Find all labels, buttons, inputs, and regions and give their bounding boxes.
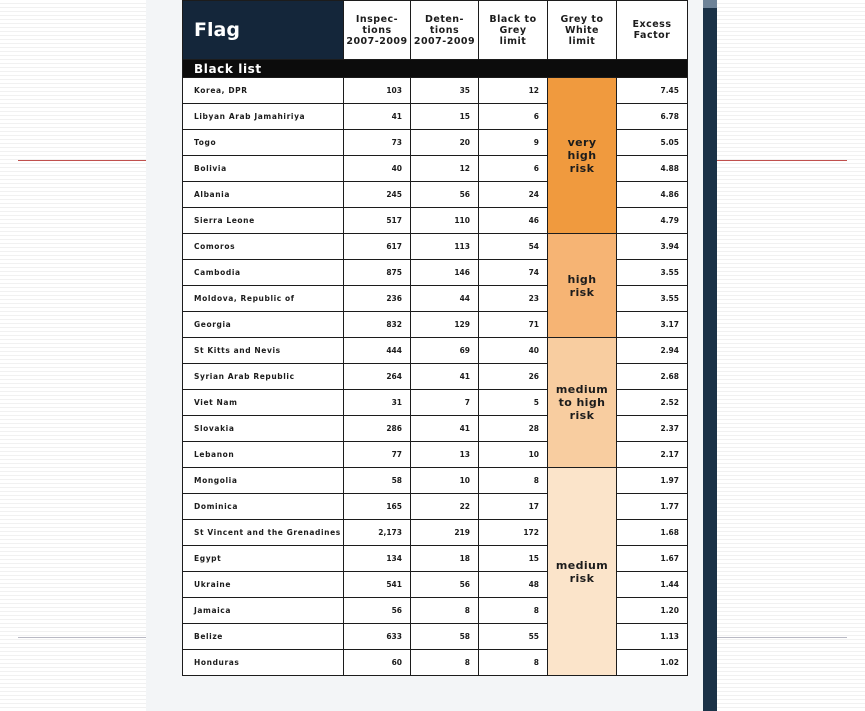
header-grey-to-white-limit: Grey to White limit [548,1,617,60]
cell-flag: Belize [183,624,344,650]
slide-divider-line [18,160,146,161]
header-flag: Flag [183,1,344,60]
cell-black-to-grey: 28 [479,416,548,442]
cell-detentions: 12 [411,156,479,182]
cell-detentions: 41 [411,364,479,390]
cell-detentions: 18 [411,546,479,572]
risk-band-cell: high risk [548,234,617,338]
cell-black-to-grey: 71 [479,312,548,338]
cell-flag: Syrian Arab Republic [183,364,344,390]
cell-black-to-grey: 40 [479,338,548,364]
table-row [183,78,688,104]
cell-flag: Cambodia [183,260,344,286]
cell-excess-factor: 2.94 [617,338,688,364]
cell-excess-factor: 1.02 [617,650,688,676]
header-inspections: Inspec- tions 2007-2009 [344,1,411,60]
cell-flag: Georgia [183,312,344,338]
cell-flag: Togo [183,130,344,156]
cell-flag: Albania [183,182,344,208]
cell-excess-factor: 1.13 [617,624,688,650]
cell-inspections: 56 [344,598,411,624]
cell-excess-factor: 7.45 [617,78,688,104]
cell-detentions: 56 [411,572,479,598]
table-row [183,468,688,494]
cell-black-to-grey: 6 [479,104,548,130]
cell-flag: Slovakia [183,416,344,442]
cell-flag: St Kitts and Nevis [183,338,344,364]
cell-detentions: 13 [411,442,479,468]
cell-detentions: 41 [411,416,479,442]
black-list-table [182,0,688,676]
cell-detentions: 219 [411,520,479,546]
cell-excess-factor: 2.37 [617,416,688,442]
cell-inspections: 58 [344,468,411,494]
cell-detentions: 8 [411,650,479,676]
cell-inspections: 264 [344,364,411,390]
cell-black-to-grey: 172 [479,520,548,546]
cell-detentions: 10 [411,468,479,494]
cell-inspections: 60 [344,650,411,676]
cell-black-to-grey: 55 [479,624,548,650]
cell-flag: St Vincent and the Grenadines [183,520,344,546]
cell-inspections: 517 [344,208,411,234]
cell-inspections: 832 [344,312,411,338]
cell-inspections: 541 [344,572,411,598]
cell-excess-factor: 3.55 [617,286,688,312]
cell-excess-factor: 2.52 [617,390,688,416]
cell-detentions: 129 [411,312,479,338]
cell-excess-factor: 2.68 [617,364,688,390]
cell-detentions: 7 [411,390,479,416]
header-detentions: Deten- tions 2007-2009 [411,1,479,60]
slide-divider-line [717,160,847,161]
table-header-row [183,1,688,60]
cell-black-to-grey: 23 [479,286,548,312]
cell-excess-factor: 1.44 [617,572,688,598]
cell-flag: Libyan Arab Jamahiriya [183,104,344,130]
cell-excess-factor: 1.67 [617,546,688,572]
cell-excess-factor: 1.68 [617,520,688,546]
cell-inspections: 40 [344,156,411,182]
slide-divider-line [18,637,146,638]
cell-black-to-grey: 5 [479,390,548,416]
risk-band-cell: very high risk [548,78,617,234]
cell-black-to-grey: 26 [479,364,548,390]
slide-divider-line [717,637,847,638]
cell-inspections: 875 [344,260,411,286]
cell-excess-factor: 2.17 [617,442,688,468]
cell-inspections: 31 [344,390,411,416]
header-black-to-grey-limit: Black to Grey limit [479,1,548,60]
cell-detentions: 58 [411,624,479,650]
cell-black-to-grey: 24 [479,182,548,208]
cell-flag: Moldova, Republic of [183,286,344,312]
cell-excess-factor: 4.86 [617,182,688,208]
cell-detentions: 44 [411,286,479,312]
cell-detentions: 22 [411,494,479,520]
cell-black-to-grey: 17 [479,494,548,520]
cell-inspections: 633 [344,624,411,650]
cell-flag: Comoros [183,234,344,260]
cell-detentions: 110 [411,208,479,234]
cell-inspections: 77 [344,442,411,468]
cell-black-to-grey: 10 [479,442,548,468]
cell-inspections: 245 [344,182,411,208]
cell-excess-factor: 1.20 [617,598,688,624]
cell-inspections: 444 [344,338,411,364]
cell-excess-factor: 3.55 [617,260,688,286]
cell-black-to-grey: 12 [479,78,548,104]
cell-inspections: 286 [344,416,411,442]
cell-excess-factor: 5.05 [617,130,688,156]
cell-inspections: 2,173 [344,520,411,546]
cell-black-to-grey: 9 [479,130,548,156]
cell-detentions: 56 [411,182,479,208]
cell-black-to-grey: 8 [479,598,548,624]
table-row [183,234,688,260]
cell-detentions: 15 [411,104,479,130]
table-row [183,338,688,364]
cell-inspections: 103 [344,78,411,104]
document-page [146,0,717,711]
cell-detentions: 8 [411,598,479,624]
cell-inspections: 73 [344,130,411,156]
header-excess-factor: Excess Factor [617,1,688,60]
cell-flag: Sierra Leone [183,208,344,234]
cell-flag: Egypt [183,546,344,572]
cell-excess-factor: 4.79 [617,208,688,234]
cell-flag: Lebanon [183,442,344,468]
cell-black-to-grey: 8 [479,650,548,676]
page-edge-band [703,0,717,711]
cell-detentions: 146 [411,260,479,286]
cell-flag: Korea, DPR [183,78,344,104]
cell-black-to-grey: 48 [479,572,548,598]
cell-flag: Dominica [183,494,344,520]
cell-black-to-grey: 46 [479,208,548,234]
cell-inspections: 165 [344,494,411,520]
section-label-black-list: Black list [183,60,688,78]
cell-flag: Mongolia [183,468,344,494]
cell-excess-factor: 4.88 [617,156,688,182]
cell-detentions: 69 [411,338,479,364]
cell-flag: Bolivia [183,156,344,182]
cell-flag: Viet Nam [183,390,344,416]
cell-excess-factor: 3.94 [617,234,688,260]
cell-inspections: 236 [344,286,411,312]
cell-excess-factor: 1.97 [617,468,688,494]
cell-detentions: 35 [411,78,479,104]
cell-flag: Ukraine [183,572,344,598]
cell-flag: Honduras [183,650,344,676]
cell-inspections: 134 [344,546,411,572]
table-body [183,78,688,676]
cell-black-to-grey: 6 [479,156,548,182]
cell-detentions: 113 [411,234,479,260]
cell-flag: Jamaica [183,598,344,624]
cell-black-to-grey: 54 [479,234,548,260]
risk-band-cell: medium to high risk [548,338,617,468]
cell-detentions: 20 [411,130,479,156]
section-row [183,60,688,78]
cell-inspections: 617 [344,234,411,260]
risk-band-cell: medium risk [548,468,617,676]
cell-excess-factor: 3.17 [617,312,688,338]
cell-black-to-grey: 8 [479,468,548,494]
cell-excess-factor: 1.77 [617,494,688,520]
cell-black-to-grey: 74 [479,260,548,286]
cell-excess-factor: 6.78 [617,104,688,130]
cell-inspections: 41 [344,104,411,130]
cell-black-to-grey: 15 [479,546,548,572]
